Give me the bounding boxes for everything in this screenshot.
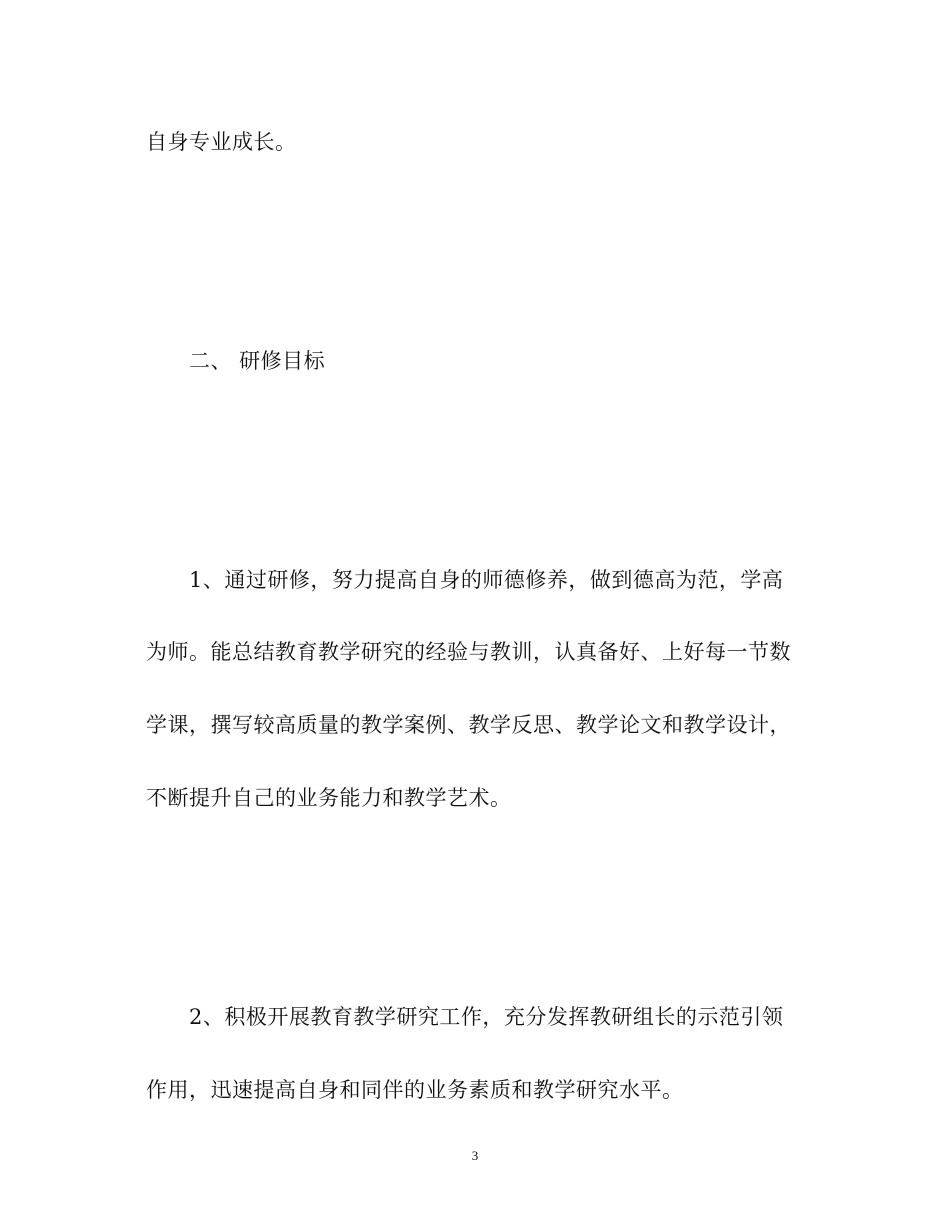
paragraph-line: 自身专业成长。	[146, 130, 297, 154]
paragraph-line: 2、积极开展教育教学研究工作，充分发挥教研组长的示范引领	[189, 1005, 784, 1029]
paragraph-line: 不断提升自己的业务能力和教学艺术。	[146, 786, 512, 810]
paragraph-line: 作用，迅速提高自身和同伴的业务素质和教学研究水平。	[146, 1078, 684, 1102]
paragraph-line: 1、通过研修，努力提高自身的师德修养，做到德高为范，学高	[189, 568, 784, 592]
page-number: 3	[471, 1148, 479, 1163]
paragraph-line: 学课，撰写较高质量的教学案例、教学反思、教学论文和教学设计，	[146, 713, 791, 737]
paragraph-line: 为师。能总结教育教学研究的经验与教训，认真备好、上好每一节数	[146, 640, 791, 664]
section-heading: 二、 研修目标	[189, 349, 326, 373]
